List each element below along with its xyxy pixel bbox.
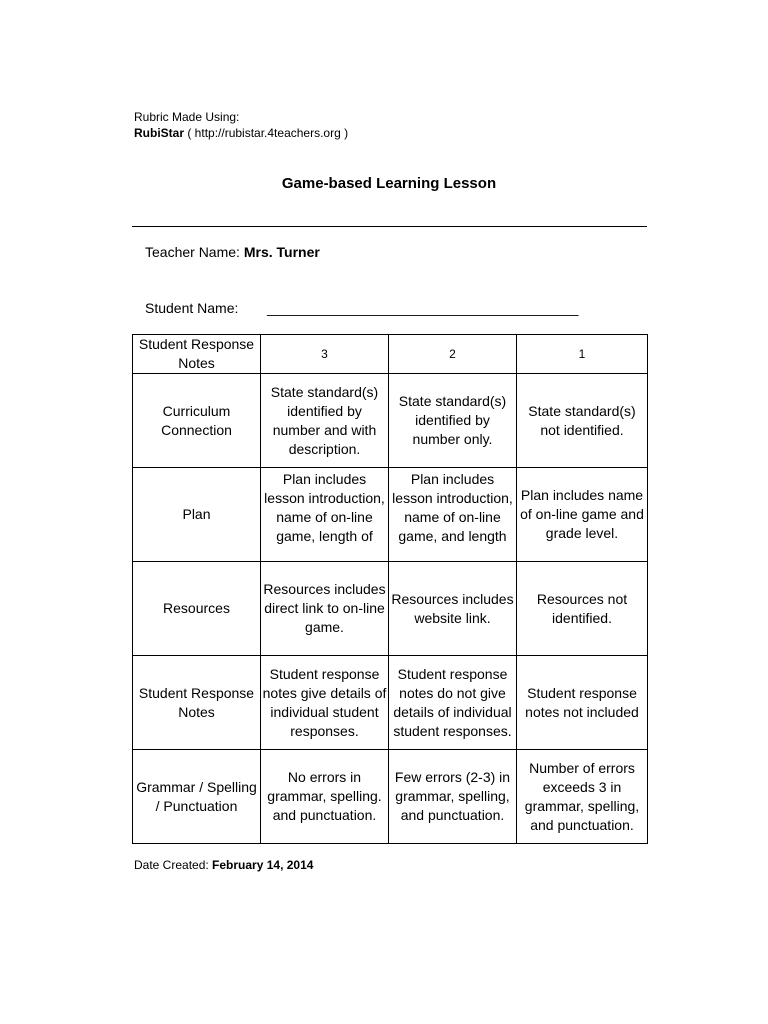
category-cell: Curriculum Connection — [133, 374, 261, 468]
rubric-table — [132, 334, 648, 844]
tool-name: RubiStar — [134, 126, 185, 140]
criteria-text: Plan includes lesson introduction, name of on-line game, and length — [392, 470, 513, 544]
date-created — [134, 858, 313, 872]
criteria-cell: Student response notes give details of individual student responses. — [261, 656, 389, 750]
criteria-cell: State standard(s) identified by number and with description. — [261, 374, 389, 468]
date-created-label: Date Created: — [134, 858, 213, 872]
criteria-cell: Resources includes direct link to on-line game. — [261, 562, 389, 656]
criteria-cell: State standard(s) not identified. — [517, 374, 648, 468]
student-name-label: Student Name: — [145, 300, 239, 316]
student-name-line — [145, 300, 579, 316]
table-row — [133, 374, 648, 468]
criteria-cell: Student response notes do not give details of individual student responses. — [389, 656, 517, 750]
criteria-cell: Resources includes website link. — [389, 562, 517, 656]
criteria-cell: Resources not identified. — [517, 562, 648, 656]
made-using-note — [134, 109, 348, 141]
criteria-cell: No errors in grammar, spelling. and punctuation. — [261, 750, 389, 844]
criteria-cell: Student response notes not included — [517, 656, 648, 750]
category-cell: Student Response Notes — [133, 656, 261, 750]
table-row — [133, 656, 648, 750]
table-row — [133, 468, 648, 562]
table-row — [133, 750, 648, 844]
teacher-name-label: Teacher Name: — [145, 244, 244, 260]
teacher-name-value: Mrs. Turner — [243, 244, 320, 260]
column-header: 3 — [261, 335, 389, 374]
page-title: Game-based Learning Lesson — [281, 175, 497, 192]
teacher-name-line — [145, 244, 320, 260]
criteria-cell: State standard(s) identified by number only. — [389, 374, 517, 468]
student-name-blank: ________________________________________ — [267, 300, 579, 316]
category-cell: Grammar / Spelling / Punctuation — [133, 750, 261, 844]
table-header-row — [133, 335, 648, 374]
criteria-text: Plan includes lesson introduction, name of on-line game, length of — [264, 470, 385, 544]
criteria-cell: Plan includes name of on-line game and grade level. — [517, 468, 648, 562]
date-created-value: February 14, 2014 — [212, 858, 314, 872]
column-header: 2 — [389, 335, 517, 374]
table-row — [133, 562, 648, 656]
column-header: 1 — [517, 335, 648, 374]
criteria-cell — [261, 468, 389, 562]
made-using-label: Rubric Made Using: — [134, 110, 240, 124]
title-divider — [132, 226, 647, 227]
column-header: Student Response Notes — [133, 335, 261, 374]
criteria-cell — [389, 468, 517, 562]
criteria-cell: Number of errors exceeds 3 in grammar, spelling, and punctuation. — [517, 750, 648, 844]
tool-url: ( http://rubistar.4teachers.org ) — [184, 126, 349, 140]
category-cell: Plan — [133, 468, 261, 562]
criteria-cell: Few errors (2-3) in grammar, spelling, and punctuation. — [389, 750, 517, 844]
category-cell: Resources — [133, 562, 261, 656]
